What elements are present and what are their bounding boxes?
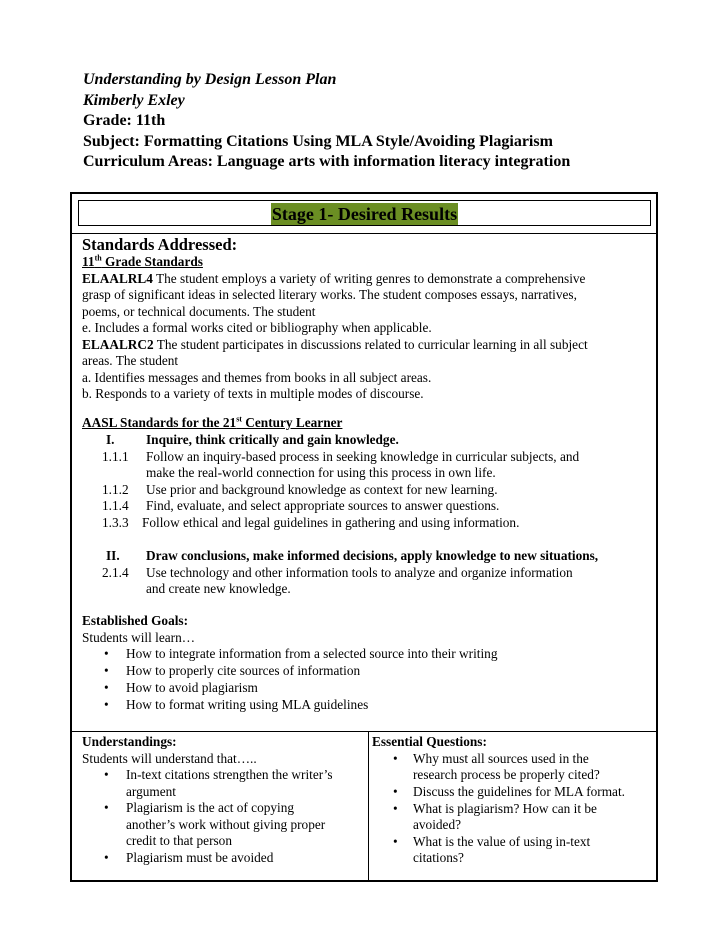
bullet-icon: •: [104, 850, 109, 865]
divider: [72, 731, 656, 732]
bullet-icon: •: [393, 800, 398, 816]
list-item: • How to properly cite sources of information: [104, 663, 361, 678]
divider: [72, 233, 656, 234]
bullet-icon: •: [393, 833, 398, 849]
essential-questions-section: [372, 734, 654, 867]
elaalrl4-line1: ELAALRL4 The student employs a variety of writing genres to demonstrate a comprehensive: [82, 270, 586, 286]
stage-header-row: [78, 200, 651, 226]
elaalrl4-line3: poems, or technical documents. The student: [82, 303, 316, 319]
bullet-icon: •: [104, 663, 109, 678]
list-item: • What is the value of using in-text citations?: [393, 833, 591, 865]
list-item: • How to format writing using MLA guidelines: [104, 697, 369, 712]
aasl-item-1-1-2: 1.1.2 Use prior and background knowledge as context for new learning.: [102, 481, 498, 497]
list-item: • In-text citations strengthen the writer’s argument: [104, 767, 333, 799]
standards-heading: Standards Addressed:: [82, 235, 238, 254]
standards-section: [82, 235, 588, 403]
aasl-item-1-1-4: 1.1.4 Find, evaluate, and select appropriate sources to answer questions.: [102, 498, 500, 513]
stage1-table: [70, 192, 658, 882]
aasl-item-1-3-3: 1.3.3 Follow ethical and legal guidelines in gathering and using information.: [102, 514, 520, 530]
elaalrc2-line4: b. Responds to a variety of texts in multiple modes of discourse.: [82, 386, 424, 401]
essential-questions-heading: Essential Questions:: [372, 734, 487, 749]
bullet-icon: •: [393, 750, 398, 766]
plan-title: Understanding by Design Lesson Plan: [83, 71, 337, 88]
elaalrc2-line3: a. Identifies messages and themes from books in all subject areas.: [82, 369, 432, 385]
list-item: • Plagiarism is the act of copying another’s work without giving proper credit to that person: [104, 800, 326, 848]
goals-heading: Established Goals:: [82, 613, 189, 628]
list-item: • How to integrate information from a selected source into their writing: [104, 646, 498, 661]
bullet-icon: •: [104, 800, 109, 815]
bullet-icon: •: [104, 680, 109, 695]
elaalrl4-line4: e. Includes a formal works cited or bibliography when applicable.: [82, 320, 432, 335]
column-divider: [368, 732, 369, 880]
curriculum-line: Curriculum Areas: Language arts with information literacy integration: [83, 153, 571, 170]
standard-code: ELAALRL4: [82, 270, 153, 286]
aasl-section1: I. Inquire, think critically and gain knowledge.: [106, 431, 399, 447]
understandings-section: [82, 734, 364, 867]
aasl-heading: AASL Standards for the 21st Century Learner: [82, 414, 343, 430]
aasl-section2: II. Draw conclusions, make informed decisions, apply knowledge to new situations,: [106, 547, 599, 563]
grade-standards-heading: 11th Grade Standards: [82, 253, 203, 269]
list-item: • What is plagiarism? How can it be avoided?: [393, 800, 597, 832]
grade-line: Grade: 11th: [83, 112, 166, 129]
document-header: [83, 70, 570, 173]
bullet-icon: •: [393, 783, 398, 799]
elaalrc2-line1: ELAALRC2 The student participates in discussions related to curricular learning in all subject: [82, 336, 588, 352]
standard-code: ELAALRC2: [82, 336, 154, 352]
list-item: • Why must all sources used in the research process be properly cited?: [393, 750, 600, 782]
goals-intro: Students will learn…: [82, 629, 196, 645]
goals-section: [82, 613, 498, 714]
bullet-icon: •: [104, 646, 109, 661]
aasl-section: [82, 414, 599, 598]
stage-title: Stage 1- Desired Results: [271, 204, 458, 224]
aasl-item-1-1-1: 1.1.1 Follow an inquiry-based process in seeking knowledge in curricular subjects, and make the real-world connection for using this process in own life.: [102, 448, 580, 480]
list-item: • Plagiarism must be avoided: [104, 850, 274, 865]
aasl-item-2-1-4: 2.1.4 Use technology and other information tools to analyze and organize information and create new knowledge.: [102, 564, 573, 596]
author-name: Kimberly Exley: [83, 91, 185, 109]
elaalrl4-line2: grasp of significant ideas in selected literary works. The student composes essays, narratives,: [82, 287, 577, 302]
subject-line: Subject: Formatting Citations Using MLA Style/Avoiding Plagiarism: [83, 132, 553, 150]
bullet-icon: •: [104, 697, 109, 712]
list-item: • How to avoid plagiarism: [104, 680, 258, 695]
elaalrc2-line2: areas. The student: [82, 353, 179, 368]
bullet-icon: •: [104, 767, 109, 782]
understandings-intro: Students will understand that…..: [82, 750, 257, 766]
understandings-heading: Understandings:: [82, 734, 177, 749]
list-item: • Discuss the guidelines for MLA format.: [393, 783, 625, 799]
